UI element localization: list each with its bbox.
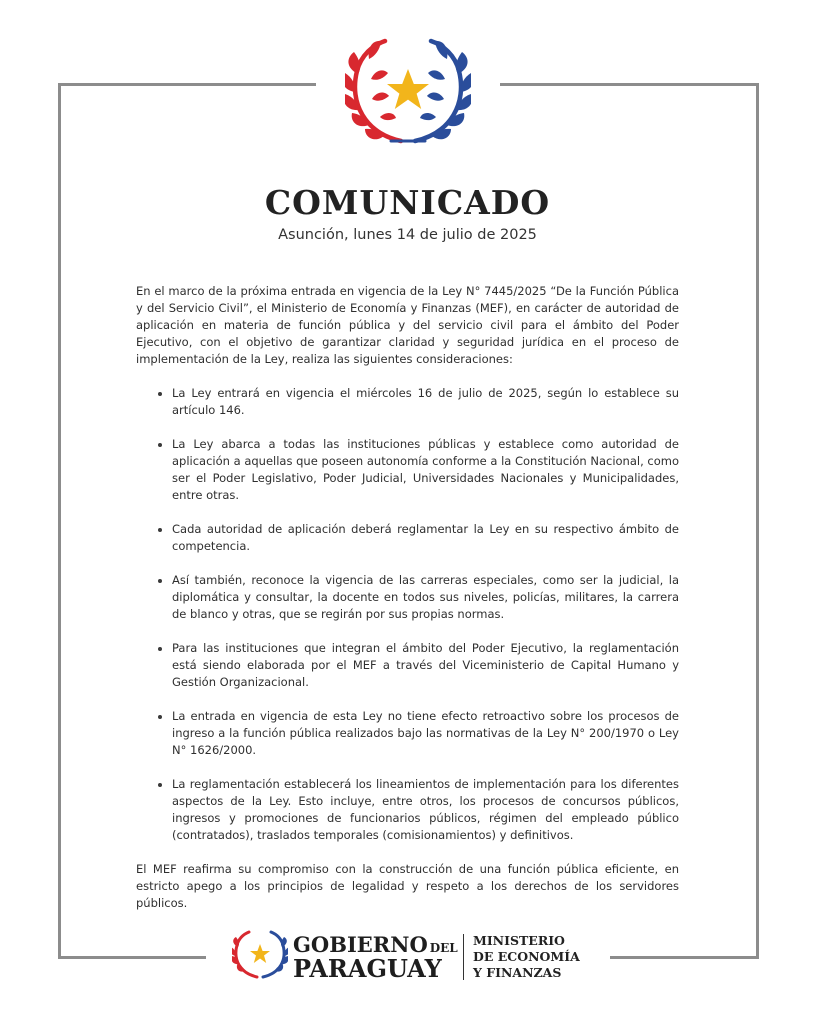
blue-laurel-branch: [415, 41, 471, 141]
bullet-icon: [158, 783, 162, 787]
dateline: Asunción, lunes 14 de julio de 2025: [278, 227, 537, 243]
star-icon: [250, 944, 270, 963]
list-item: La Ley abarca a todas las instituciones públicas y establece como autoridad de aplicación a aquellas que poseen autonomía conforme a la Constitución Nacional, como ser el Poder Legislativo, Poder Judicial, Universidades Nacionales y Municipalidades, entre otras.: [136, 436, 679, 504]
frame-bottom-right: [610, 956, 759, 959]
star-icon: [387, 69, 429, 109]
bullet-icon: [158, 392, 162, 396]
frame-bottom-left: [58, 956, 206, 959]
list-item: Así también, reconoce la vigencia de las carreras especiales, como ser la judicial, la diplomática y consultar, la docente en todos sus niveles, policías, militares, la carrera de blanco y otras, que se regirán por sus propias normas.: [136, 572, 679, 623]
bullet-icon: [158, 715, 162, 719]
gov-wordmark-line1: GOBIERNO DEL: [293, 932, 458, 957]
bullet-icon: [158, 528, 162, 532]
closing-paragraph: El MEF reafirma su compromiso con la construcción de una función pública eficiente, en estricto apego a los principios de legalidad y respeto a los derechos de los servidores públicos.: [136, 862, 679, 910]
red-laurel-branch: [345, 41, 401, 141]
page-title: COMUNICADO: [264, 183, 551, 222]
list-item: Para las instituciones que integran el ámbito del Poder Ejecutivo, la reglamentación está siendo elaborada por el MEF a través del Viceministerio de Capital Humano y Gestión Organizacional.: [136, 640, 679, 691]
list-item: La entrada en vigencia de esta Ley no tiene efecto retroactivo sobre los procesos de ingreso a la función pública realizados bajo las normativas de la Ley N° 200/1970 o Ley N° 1626/2000.: [136, 708, 679, 759]
frame-top-right: [500, 83, 759, 86]
gov-wordmark-line2: PARAGUAY: [293, 954, 442, 983]
considerations-list: [136, 385, 679, 844]
list-item: La Ley entrará en vigencia el miércoles 16 de julio de 2025, según lo establece su artículo 146.: [136, 385, 679, 419]
laurel-wreath-star-icon: [345, 37, 471, 149]
list-item: Cada autoridad de aplicación deberá reglamentar la Ley en su respectivo ámbito de competencia.: [136, 521, 679, 555]
intro-paragraph: En el marco de la próxima entrada en vigencia de la Ley N° 7445/2025 “De la Función Pública y del Servicio Civil”, el Ministerio de Economía y Finanzas (MEF), en carácter de autoridad de aplicación en materia de función pública y del servicio civil para el ámbito del Poder Ejecutivo, con el objetivo de garantizar claridad y seguridad jurídica en el proceso de implementación de la Ley, realiza las siguientes consideraciones:: [136, 284, 679, 366]
list-item: La reglamentación establecerá los lineamientos de implementación para los diferentes aspectos de la Ley. Esto incluye, entre otros, los procesos de concursos públicos, ingresos y promociones de funcionarios públicos, régimen del empleado público (contratados), traslados temporales (comisionamientos) y definitivos.: [136, 776, 679, 844]
ministry-name: MINISTERIO DE ECONOMÍA Y FINANZAS: [473, 933, 580, 980]
laurel-wreath-star-icon: [232, 930, 288, 980]
frame-top-left: [58, 83, 316, 86]
bullet-icon: [158, 647, 162, 651]
bullet-icon: [158, 579, 162, 583]
document-body: [136, 283, 679, 912]
footer-divider: [463, 934, 464, 980]
bullet-icon: [158, 443, 162, 447]
footer-logo: [232, 928, 592, 988]
